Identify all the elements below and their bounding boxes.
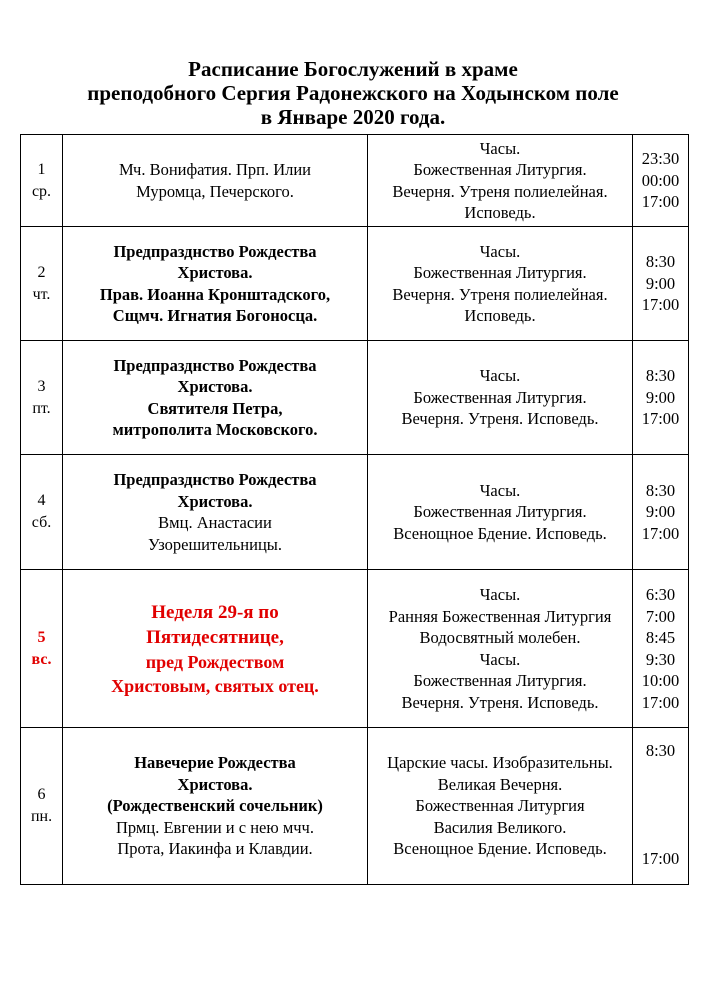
feast-description (63, 227, 368, 341)
title-line-3: в Январе 2020 года. (260, 105, 446, 129)
description-line: Христова. (177, 263, 253, 282)
service-line: Вечерня. Утреня полиелейная. (392, 181, 608, 201)
time-gap (637, 762, 684, 805)
service-line: Божественная Литургия. (413, 263, 587, 282)
services-cell (368, 455, 633, 570)
day-number: 3 (37, 377, 46, 395)
service-line: Всенощное Бдение. Исповедь. (393, 523, 607, 543)
table-row (21, 135, 689, 227)
description-line: Прмц. Евгении и с нею мчч. (116, 817, 314, 837)
services-cell (368, 227, 633, 341)
time-value: 10:00 (641, 671, 680, 690)
feast-description (63, 570, 368, 728)
day-of-week: пн. (30, 808, 53, 825)
time-value: 17:00 (641, 192, 680, 212)
table-row (21, 455, 689, 570)
description-line: Навечерие Рождества (134, 753, 296, 773)
times-cell (633, 570, 689, 728)
day-number: 5 (37, 628, 46, 646)
time-value: 17:00 (641, 848, 680, 868)
description-line: Предпразднство Рождества (113, 241, 317, 261)
service-line: Божественная Литургия. (413, 387, 587, 407)
service-line: Исповедь. (464, 203, 536, 222)
time-gap (637, 805, 684, 848)
times-cell (633, 135, 689, 227)
times-cell (633, 341, 689, 455)
description-line: Прав. Иоанна Кронштадского, (99, 284, 331, 304)
description-line: Христовым, святых отец. (111, 675, 319, 696)
time-value: 8:30 (645, 741, 676, 760)
time-value: 9:00 (645, 502, 676, 522)
page-title (0, 57, 706, 129)
description-line: Пятидесятнице, (146, 626, 284, 648)
table-row (21, 227, 689, 341)
description-line: Христова. (177, 774, 253, 794)
times-cell (633, 455, 689, 570)
day-number: 6 (37, 786, 46, 803)
description-line: Мч. Вонифатия. Прп. Илии (118, 160, 312, 179)
services-cell (368, 135, 633, 227)
day-of-week: чт. (32, 285, 51, 303)
time-value: 17:00 (641, 523, 680, 543)
service-line: Вечерня. Утреня. Исповедь. (401, 409, 599, 429)
service-line: Водосвятный молебен. (419, 628, 581, 647)
day-of-week: вс. (31, 650, 52, 668)
description-line: митрополита Московского. (112, 420, 318, 439)
description-line: Предпразднство Рождества (113, 470, 317, 489)
description-line: пред Рождеством (145, 651, 285, 672)
day-number: 1 (37, 160, 46, 178)
day-number: 2 (37, 263, 46, 281)
time-value: 9:00 (645, 273, 676, 293)
service-line: Царские часы. Изобразительны. (387, 753, 613, 773)
service-line: Часы. (479, 480, 521, 500)
description-line: Муромца, Печерского. (136, 181, 294, 201)
time-value: 17:00 (641, 295, 680, 315)
service-line: Божественная Литургия. (413, 671, 587, 690)
table-row (21, 570, 689, 728)
title-line-1: Расписание Богослужений в храме (188, 57, 518, 81)
day-cell (21, 341, 63, 455)
day-cell (21, 455, 63, 570)
day-cell (21, 227, 63, 341)
service-line: Часы. (479, 241, 521, 261)
time-value: 8:45 (645, 628, 676, 647)
description-line: Прота, Иакинфа и Клавдии. (117, 839, 313, 859)
day-cell (21, 135, 63, 227)
time-value: 8:30 (645, 366, 676, 386)
time-value: 9:30 (645, 649, 676, 669)
service-line: Ранняя Божественная Литургия (388, 606, 612, 626)
description-line: Христова. (177, 377, 253, 396)
feast-description (63, 135, 368, 227)
services-cell (368, 341, 633, 455)
service-line: Часы. (479, 585, 521, 604)
description-line: Вмц. Анастасии (158, 513, 272, 532)
time-value: 6:30 (645, 585, 676, 604)
day-of-week: ср. (31, 182, 52, 200)
day-number: 4 (37, 492, 46, 509)
time-value: 23:30 (641, 149, 680, 169)
day-cell (21, 570, 63, 728)
description-line: Святителя Петра, (147, 398, 283, 418)
table-row (21, 728, 689, 885)
time-value: 8:30 (645, 480, 676, 500)
schedule-table (20, 134, 689, 885)
services-cell (368, 728, 633, 885)
title-line-2: преподобного Сергия Радонежского на Ходынском поле (87, 81, 619, 105)
times-cell (633, 728, 689, 885)
service-line: Часы. (479, 366, 521, 386)
service-line: Великая Вечерня. (437, 774, 563, 794)
description-line: Предпразднство Рождества (113, 355, 317, 375)
service-line: Божественная Литургия. (413, 502, 587, 522)
day-cell (21, 728, 63, 885)
service-line: Божественная Литургия (415, 796, 585, 816)
time-value: 17:00 (641, 409, 680, 429)
feast-description (63, 728, 368, 885)
service-line: Божественная Литургия. (413, 160, 587, 179)
description-line: Неделя 29-я по (151, 601, 279, 623)
description-line: Узорешительницы. (147, 534, 282, 554)
service-line: Вечерня. Утреня полиелейная. (392, 284, 608, 304)
table-row (21, 341, 689, 455)
service-line: Часы. (479, 649, 521, 669)
time-value: 8:30 (645, 252, 676, 272)
time-value: 9:00 (645, 387, 676, 407)
feast-description (63, 341, 368, 455)
service-line: Василия Великого. (433, 817, 567, 837)
description-line: Христова. (177, 491, 253, 511)
day-of-week: сб. (31, 514, 52, 531)
service-line: Всенощное Бдение. Исповедь. (393, 839, 607, 859)
time-value: 7:00 (645, 606, 676, 626)
day-of-week: пт. (32, 399, 51, 417)
services-cell (368, 570, 633, 728)
service-line: Часы. (479, 138, 521, 158)
service-line: Вечерня. Утреня. Исповедь. (401, 692, 599, 712)
time-value: 17:00 (641, 692, 680, 712)
time-value: 00:00 (641, 170, 680, 190)
times-cell (633, 227, 689, 341)
service-line: Исповедь. (464, 306, 536, 325)
description-line: Сщмч. Игнатия Богоносца. (112, 306, 318, 325)
feast-description (63, 455, 368, 570)
description-line: (Рождественский сочельник) (107, 796, 323, 816)
